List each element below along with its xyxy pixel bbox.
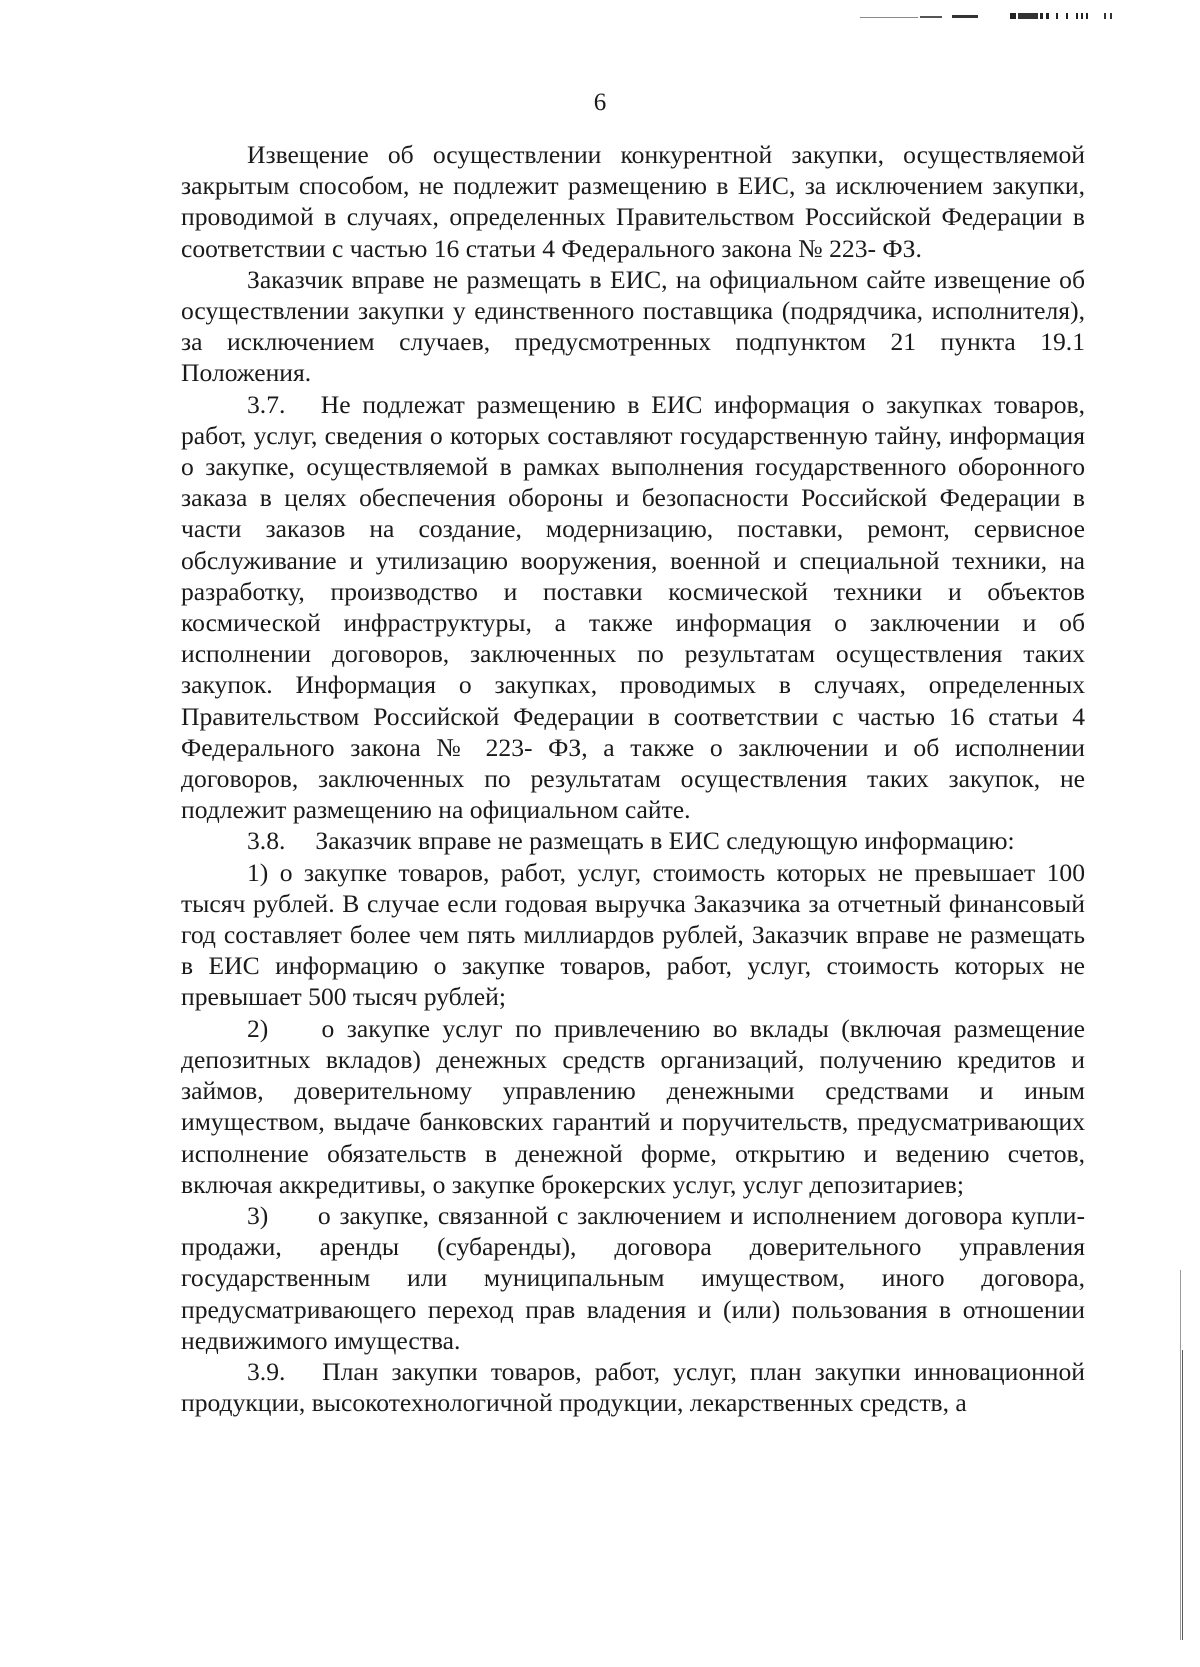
clause-3-8 xyxy=(181,825,1085,856)
clause-number: 3.8. xyxy=(247,826,286,856)
paragraph-text: Извещение об осуществлении конкурентной закупки, осуществляемой закрытым способом, не подлежит размещению в ЕИС, за исключением закупки, проводимой в случаях, определенных Правительством Российской Федерации в соответствии с частью 16 статьи 4 Федерального закона № 223- ФЗ. xyxy=(181,140,1085,263)
clause-number: 3.9. xyxy=(247,1356,286,1386)
document-body xyxy=(181,139,1085,1418)
paragraph-text: Заказчик вправе не размещать в ЕИС следующую информацию: xyxy=(315,826,1015,856)
list-item-number: 2) xyxy=(247,1013,269,1043)
paragraph-closed-procurement-notice xyxy=(181,139,1085,264)
paragraph-text: о закупке, связанной с заключением и исполнением договора купли-продажи, аренды (субаренды), договора доверительного управления государственным или муниципальным имуществом, иного договора, предусматривающего переход прав владения и (или) пользования в отношении недвижимого имущества. xyxy=(181,1200,1085,1355)
page-number: 6 xyxy=(593,89,607,116)
scan-artifact-marks xyxy=(860,8,1190,24)
list-item-2 xyxy=(181,1013,1085,1200)
paragraph-text: Не подлежат размещению в ЕИС информация о закупках товаров, работ, услуг, сведения о которых составляют государственную тайну, информация о закупке, осуществляемой в рамках выполнения государственного оборонного заказа в целях обеспечения обороны и безопасности Российской Федерации в части заказов на создание, модернизацию, поставки, ремонт, сервисное обслуживание и утилизацию вооружения, военной и специальной техники, на разработку, производство и поставки космической техники и объектов космической инфраструктуры, а также информация о заключении и об исполнении договоров, заключенных по результатам осуществления таких закупок. Информация о закупках, проводимых в случаях, определенных Правительством Российской Федерации в соответствии с частью 16 статьи 4 Федерального закона № 223- ФЗ, а также о заключении и об исполнении договоров, заключенных по результатам осуществления таких закупок, не подлежит размещению на официальном сайте. xyxy=(181,389,1085,825)
list-item-number: 3) xyxy=(247,1200,269,1230)
list-item-1 xyxy=(181,857,1085,1013)
paragraph-text: о закупке услуг по привлечению во вклады (включая размещение депозитных вкладов) денежных средств организаций, получению кредитов и займов, доверительному управлению денежными средствами и иным имуществом, выдаче банковских гарантий и поручительств, предусматривающих исполнение обязательств в денежной форме, открытию и ведению счетов, включая аккредитивы, о закупке брокерских услуг, услуг депозитариев; xyxy=(181,1013,1085,1199)
clause-number: 3.7. xyxy=(247,389,286,419)
clause-3-7 xyxy=(181,389,1085,826)
paragraph-single-supplier xyxy=(181,264,1085,389)
paragraph-text: Заказчик вправе не размещать в ЕИС, на официальном сайте извещение об осуществлении закупки у единственного поставщика (подрядчика, исполнителя), за исключением случаев, предусмотренных подпунктом 21 пункта 19.1 Положения. xyxy=(181,264,1085,388)
list-item-3 xyxy=(181,1200,1085,1356)
scan-edge-shadow xyxy=(1178,1270,1184,1640)
paragraph-text: План закупки товаров, работ, услуг, план закупки инновационной продукции, высокотехнологичной продукции, лекарственных средств, а xyxy=(181,1356,1086,1418)
list-item-number: 1) xyxy=(247,857,269,887)
clause-3-9 xyxy=(181,1356,1085,1418)
paragraph-text: о закупке товаров, работ, услуг, стоимость которых не превышает 100 тысяч рублей. В случае если годовая выручка Заказчика за отчетный финансовый год составляет более чем пять миллиардов рублей, Заказчик вправе не размещать в ЕИС информацию о закупке товаров, работ, услуг, стоимость которых не превышает 500 тысяч рублей; xyxy=(181,857,1085,1012)
